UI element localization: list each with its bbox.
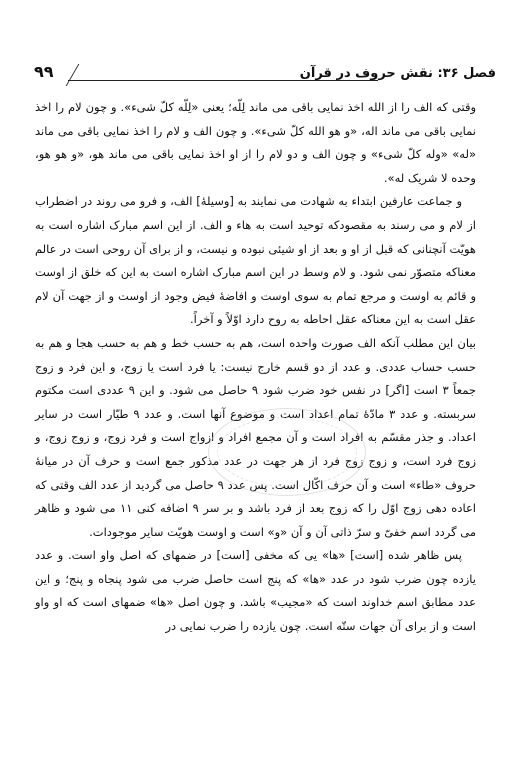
page-number: ۹۹ <box>34 62 54 81</box>
chapter-title: فصل ۳۶: نقش حروف در قرآن <box>299 66 496 81</box>
body-text <box>35 96 476 639</box>
page-header <box>28 60 496 90</box>
paragraph-4: پس ظاهر شده [است] «ها» یی که مخفی [است] در ضمهای که اصل واو است. و عدد یازده چون ضرب شود در عدد «ها» که پنج است حاصل ضرب می شود پنجاه و پنج؛ و این عدد مطابق اسم خداوند است که «مجیب» باشد. و چون اصل «ها» ضمهای است که او واو است و از برای آن جهات ستّه است. چون یازده را ضرب نمایی در <box>35 548 476 634</box>
paragraph-2: و جماعت عارفین ابتداء به شهادت می نمایند به [وسیلهٔ] الف، و فرو می روند در اضطراب از لام و می رسند به مقصودکه توحید است به هاء و الف. از این اسم مبارک اشاره است به هویّت آنچنانی که قبل از او و بعد از او شیئی نبوده و نیست، و از برای آن روحی است در عالم معناکه متصوّر نمی شود. و لام وسط در این اسم مبارک اشاره است به این که خلق از اوست و قائم به اوست و مرجع تمام به سوی اوست و افاضهٔ فیض وجود از اوست و از جهت آن لام عقل است به این معناکه عقل احاطه به روح دارد اوّلاً و آخراً. <box>35 194 476 327</box>
paragraph-3: بیان این مطلب آنکه الف صورت واحده است، هم به حسب خط و هم به حسب هجا و هم به حسب حساب عددی. و عدد از دو قسم خارج نیست: یا فرد است یا زوج، و این فرد و زوج جمعاً ۳ است [اگر] در نفس خود ضرب شود ۹ حاصل می شود. و این ۹ عددی است مکتوم سربسته. و عدد ۳ مادّهٔ تمام اعداد است و موضوع آنها است. و عدد ۹ طیّار است در سایر اعداد. و جذر مقسّم به افراد است و آن مجمع افراد و ازواج است و فرد زوج، و زوج زوج، و زوج فرد است، و زوج زوج فرد از هر جهت در عدد مذکور جمع است و حرف آن در میانهٔ حروف «طاء» است و آن حرف اکّال است. پس عدد ۹ حاصل می گردید از عدد الف وقتی که اعاده دهی زوج اوّل را که زوج بعد از فرد باشد و بر سر ۹ اضافه کنی ۱۱ می شود و ظاهر می گردد اسم خفیّ و سرّ ذاتی آن و آن «و» است و اوست هویّت سایر موجودات. <box>35 335 477 539</box>
header-divider-slash <box>66 64 80 86</box>
paragraph-1: وقتی که الف را از الله اخذ نمایی باقی می ماند لِلّه؛ یعنی «لِلّه کلّ شیء». و چون لام را اخذ نمایی باقی می ماند اله، «و هو الله کلّ شیء». و چون الف و لام را اخذ نمایی باقی می ماند «له» «وله کلّ شیء» و چون الف و دو لام را از او اخذ نمایی باقی می ماند هو، «و هو هو، وحده لا شریک له». <box>35 100 476 185</box>
